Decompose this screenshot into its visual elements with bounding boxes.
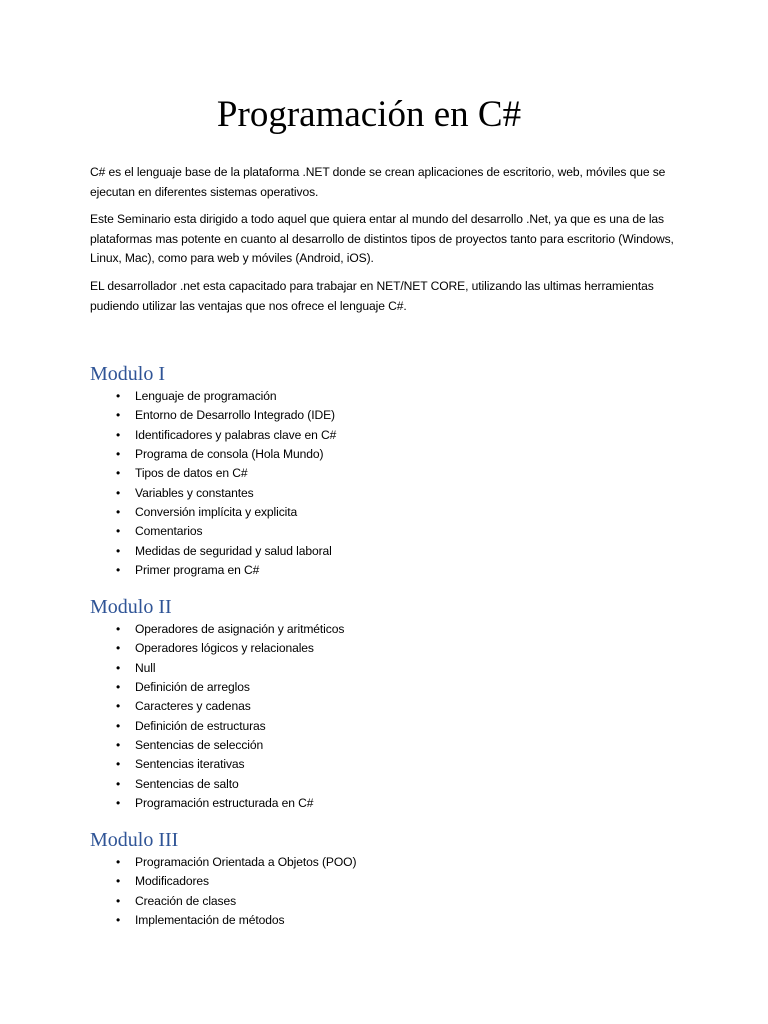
bullet-icon: • <box>116 796 121 811</box>
list-item-text: Programación Orientada a Objetos (POO) <box>135 855 357 869</box>
list-item <box>90 620 710 639</box>
bullet-icon: • <box>116 447 121 462</box>
bullet-icon: • <box>116 622 121 636</box>
list-item <box>90 717 710 736</box>
list-item-text: Caracteres y cadenas <box>135 699 251 714</box>
list-item-text: Operadores lógicos y relacionales <box>135 641 314 656</box>
list-item <box>90 445 710 464</box>
bullet-icon: • <box>116 524 121 539</box>
list-item <box>90 853 710 872</box>
list-item <box>90 484 710 503</box>
list-item <box>90 755 710 774</box>
list-item <box>90 406 710 425</box>
bullet-icon: • <box>116 699 121 714</box>
module-topic-list <box>90 387 710 580</box>
list-item <box>90 659 710 678</box>
intro-paragraph: C# es el lenguaje base de la plataforma .NET donde se crean aplicaciones de escritorio, web, móviles que se ejecutan en diferentes sistemas operativos. <box>90 165 666 199</box>
list-item <box>90 911 710 930</box>
bullet-icon: • <box>116 718 121 733</box>
list-item <box>90 697 710 716</box>
list-item <box>90 775 710 794</box>
list-item-text: Definición de estructuras <box>135 718 266 733</box>
intro-paragraph: Este Seminario esta dirigido a todo aquel que quiera entar al mundo del desarrollo .Net, ya que es una de las plataformas mas potente en cuanto al desarrollo de distintos tipos de proyectos tanto para escritorio (Windows, Linux, Mac), como para web y móviles (Android, iOS). <box>90 212 674 266</box>
list-item-text: Implementación de métodos <box>135 913 285 928</box>
list-item-text: Conversión implícita y explicita <box>135 505 298 520</box>
intro-section <box>90 163 690 324</box>
list-item-text: Lenguaje de programación <box>135 389 277 403</box>
bullet-icon: • <box>116 680 121 695</box>
list-item-text: Modificadores <box>135 874 209 889</box>
bullet-icon: • <box>116 738 121 753</box>
intro-paragraph: EL desarrollador .net esta capacitado para trabajar en NET/NET CORE, utilizando las ultimas herramientas pudiendo utilizar las ventajas que nos ofrece el lenguaje C#. <box>90 278 654 313</box>
list-item <box>90 561 710 580</box>
list-item-text: Primer programa en C# <box>135 563 260 578</box>
bullet-icon: • <box>116 874 121 889</box>
bullet-icon: • <box>116 485 121 500</box>
bullet-icon: • <box>116 893 121 908</box>
bullet-icon: • <box>116 641 121 656</box>
bullet-icon: • <box>116 776 121 791</box>
list-item-text: Programa de consola (Hola Mundo) <box>135 447 324 462</box>
list-item <box>90 387 710 406</box>
list-item <box>90 639 710 658</box>
list-item-text: Identificadores y palabras clave en C# <box>135 427 337 442</box>
bullet-icon: • <box>116 543 121 558</box>
bullet-icon: • <box>116 660 121 675</box>
list-item <box>90 522 710 541</box>
list-item <box>90 503 710 522</box>
module-section <box>90 827 710 930</box>
module-heading: Modulo III <box>90 829 179 851</box>
list-item <box>90 678 710 697</box>
list-item-text: Null <box>135 660 156 675</box>
list-item-text: Sentencias de selección <box>135 738 264 753</box>
module-heading: Modulo I <box>90 363 165 385</box>
list-item-text: Creación de clases <box>135 893 237 908</box>
list-item-text: Definición de arreglos <box>135 680 250 695</box>
module-section <box>90 594 710 813</box>
list-item <box>90 892 710 911</box>
list-item-text: Sentencias de salto <box>135 776 239 791</box>
list-item-text: Variables y constantes <box>135 485 254 500</box>
bullet-icon: • <box>116 427 121 442</box>
list-item-text: Operadores de asignación y aritméticos <box>135 622 345 636</box>
list-item <box>90 872 710 891</box>
module-topic-list <box>90 853 710 930</box>
bullet-icon: • <box>116 757 121 772</box>
bullet-icon: • <box>116 389 121 403</box>
list-item <box>90 464 710 483</box>
bullet-icon: • <box>116 505 121 520</box>
list-item-text: Entorno de Desarrollo Integrado (IDE) <box>135 408 335 423</box>
list-item-text: Medidas de seguridad y salud laboral <box>135 543 332 558</box>
document-title: Programación en C# <box>216 94 522 135</box>
list-item <box>90 736 710 755</box>
list-item-text: Sentencias iterativas <box>135 757 245 772</box>
list-item <box>90 426 710 445</box>
bullet-icon: • <box>116 408 121 423</box>
module-section <box>90 361 710 580</box>
list-item-text: Programación estructurada en C# <box>135 796 314 811</box>
list-item <box>90 794 710 813</box>
list-item <box>90 542 710 561</box>
module-heading: Modulo II <box>90 596 172 618</box>
module-topic-list <box>90 620 710 813</box>
list-item-text: Tipos de datos en C# <box>135 466 248 481</box>
bullet-icon: • <box>116 466 121 481</box>
bullet-icon: • <box>116 913 121 928</box>
bullet-icon: • <box>116 563 121 578</box>
bullet-icon: • <box>116 855 121 869</box>
list-item-text: Comentarios <box>135 524 203 539</box>
